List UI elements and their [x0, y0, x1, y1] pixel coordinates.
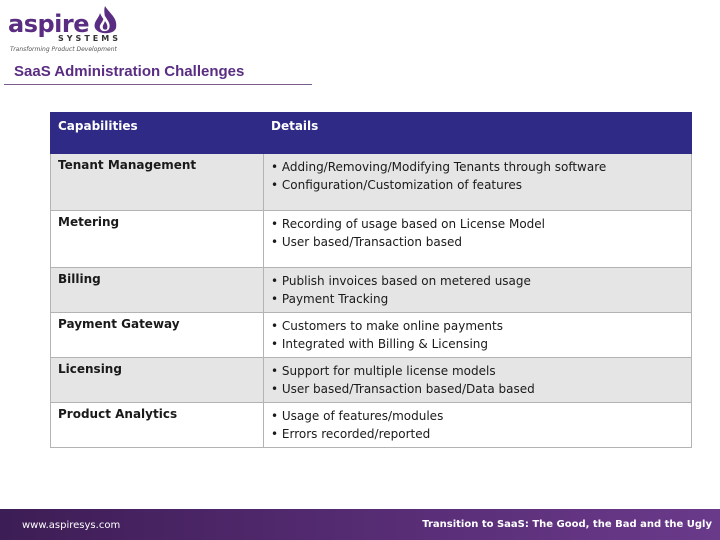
detail-item: • User based/Transaction based/Data based [271, 382, 535, 396]
title-divider [4, 84, 312, 85]
detail-item: • Adding/Removing/Modifying Tenants through software [271, 160, 607, 174]
table-row [51, 211, 692, 268]
table-row [51, 403, 692, 448]
detail-item: • Support for multiple license models [271, 364, 496, 378]
capability-details [264, 211, 692, 268]
company-logo [8, 4, 128, 56]
logo-flame-icon [90, 4, 120, 36]
table-row [51, 358, 692, 403]
detail-item: • Configuration/Customization of features [271, 178, 523, 192]
detail-item: • Errors recorded/reported [271, 427, 431, 441]
capability-name: Billing [51, 268, 264, 313]
capability-name: Licensing [51, 358, 264, 403]
detail-item: • Publish invoices based on metered usage [271, 274, 531, 288]
footer-tagline: Transition to SaaS: The Good, the Bad and the Ugly [422, 519, 712, 530]
logo-subtitle: SYSTEMS [58, 34, 121, 43]
detail-item: • Usage of features/modules [271, 409, 444, 423]
capability-details [264, 403, 692, 448]
header-details: Details [264, 113, 692, 154]
capabilities-table [50, 112, 692, 448]
table-row [51, 313, 692, 358]
capability-name: Tenant Management [51, 154, 264, 211]
detail-item: • Integrated with Billing & Licensing [271, 337, 489, 351]
capability-details [264, 154, 692, 211]
table-header-row [51, 113, 692, 154]
capability-name: Payment Gateway [51, 313, 264, 358]
detail-item: • Recording of usage based on License Model [271, 217, 546, 231]
table-row [51, 154, 692, 211]
detail-item: • Payment Tracking [271, 292, 389, 306]
detail-item: • Customers to make online payments [271, 319, 503, 333]
capability-details [264, 268, 692, 313]
table-row [51, 268, 692, 313]
capability-details [264, 313, 692, 358]
capability-name: Metering [51, 211, 264, 268]
slide-title: SaaS Administration Challenges [14, 63, 245, 80]
detail-item: • User based/Transaction based [271, 235, 463, 249]
footer-bar [0, 509, 720, 540]
footer-website: www.aspiresys.com [22, 520, 121, 531]
capability-name: Product Analytics [51, 403, 264, 448]
logo-wordmark: aspire [8, 10, 89, 38]
header-capabilities: Capabilities [51, 113, 264, 154]
logo-tagline: Transforming Product Development [10, 46, 117, 53]
capability-details [264, 358, 692, 403]
